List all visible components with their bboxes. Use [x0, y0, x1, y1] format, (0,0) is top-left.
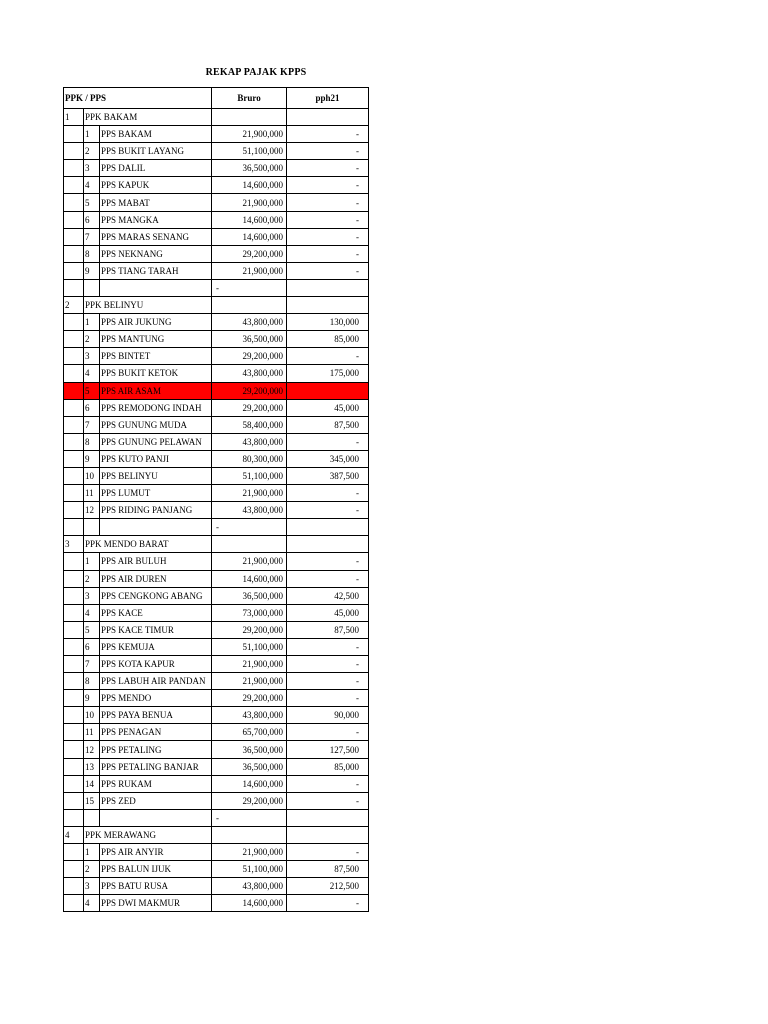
pps-bruro[interactable]: 21,900,000 — [212, 262, 287, 279]
pps-pph21[interactable]: 90,000 — [287, 707, 369, 724]
pps-pph21[interactable]: - — [287, 656, 369, 673]
pps-bruro[interactable]: 21,900,000 — [212, 126, 287, 143]
pps-number[interactable]: 7 — [84, 656, 100, 673]
pps-row — [64, 348, 369, 365]
pps-bruro[interactable]: 14,600,000 — [212, 211, 287, 228]
pps-pph21[interactable]: - — [287, 844, 369, 861]
pps-row — [64, 604, 369, 621]
pps-pph21[interactable]: 85,000 — [287, 331, 369, 348]
table-body — [64, 88, 369, 912]
pps-pph21[interactable]: - — [287, 177, 369, 194]
pps-row — [64, 314, 369, 331]
pps-bruro[interactable]: 29,200,000 — [212, 382, 287, 399]
pps-name[interactable]: PPS BELINYU — [100, 467, 212, 484]
pps-row — [64, 792, 369, 809]
pps-name[interactable]: PPS REMODONG INDAH — [100, 399, 212, 416]
pps-row — [64, 416, 369, 433]
pps-pph21[interactable]: - — [287, 433, 369, 450]
group-bruro[interactable] — [212, 297, 287, 314]
pps-pph21[interactable]: 130,000 — [287, 314, 369, 331]
pps-bruro[interactable]: 43,800,000 — [212, 433, 287, 450]
pps-number[interactable]: 6 — [84, 638, 100, 655]
pps-pph21[interactable]: 127,500 — [287, 741, 369, 758]
blank-cell[interactable] — [64, 450, 84, 467]
group-number[interactable]: 1 — [64, 109, 84, 126]
pps-bruro[interactable]: 14,600,000 — [212, 228, 287, 245]
pps-pph21[interactable]: - — [287, 211, 369, 228]
pps-name[interactable]: PPS BAKAM — [100, 126, 212, 143]
pps-pph21[interactable]: - — [287, 228, 369, 245]
pps-row — [64, 331, 369, 348]
blank-cell[interactable] — [64, 279, 84, 296]
blank-cell[interactable] — [64, 314, 84, 331]
group-name[interactable]: PPK BELINYU — [84, 297, 212, 314]
pps-number[interactable]: 7 — [84, 416, 100, 433]
pps-row — [64, 844, 369, 861]
pps-pph21[interactable]: 87,500 — [287, 861, 369, 878]
pps-row — [64, 878, 369, 895]
blank-cell[interactable] — [64, 211, 84, 228]
subtotal-pph21[interactable] — [287, 809, 369, 826]
blank-cell[interactable] — [64, 587, 84, 604]
blank-cell[interactable] — [64, 861, 84, 878]
pps-name[interactable]: PPS PAYA BENUA — [100, 707, 212, 724]
pps-bruro[interactable]: 36,500,000 — [212, 741, 287, 758]
sheet-title: REKAP PAJAK KPPS — [205, 67, 307, 78]
pps-bruro[interactable]: 29,200,000 — [212, 399, 287, 416]
pps-bruro[interactable]: 36,500,000 — [212, 331, 287, 348]
pps-bruro[interactable]: 80,300,000 — [212, 450, 287, 467]
pps-number[interactable]: 11 — [84, 724, 100, 741]
blank-cell[interactable] — [64, 245, 84, 262]
pps-pph21[interactable]: - — [287, 690, 369, 707]
blank-cell[interactable] — [64, 707, 84, 724]
pps-bruro[interactable]: 14,600,000 — [212, 177, 287, 194]
blank-cell[interactable] — [64, 553, 84, 570]
blank-cell[interactable] — [84, 809, 100, 826]
pps-pph21[interactable]: - — [287, 775, 369, 792]
pps-pph21[interactable]: 87,500 — [287, 416, 369, 433]
pps-bruro[interactable]: 36,500,000 — [212, 160, 287, 177]
subtotal-row — [64, 519, 369, 536]
group-row — [64, 536, 369, 553]
pps-pph21[interactable]: - — [287, 638, 369, 655]
pps-bruro[interactable]: 29,200,000 — [212, 621, 287, 638]
pps-name[interactable]: PPS AIR ASAM — [100, 382, 212, 399]
pps-number[interactable]: 3 — [84, 348, 100, 365]
pps-name[interactable]: PPS BINTET — [100, 348, 212, 365]
blank-cell[interactable] — [64, 177, 84, 194]
pps-row — [64, 741, 369, 758]
pps-name[interactable]: PPS DWI MAKMUR — [100, 895, 212, 912]
pps-number[interactable]: 15 — [84, 792, 100, 809]
pps-name[interactable]: PPS PETALING — [100, 741, 212, 758]
pps-bruro[interactable]: 21,900,000 — [212, 485, 287, 502]
blank-cell[interactable] — [64, 758, 84, 775]
blank-cell[interactable] — [64, 382, 84, 399]
pps-name[interactable]: PPS LABUH AIR PANDAN — [100, 673, 212, 690]
pps-row — [64, 690, 369, 707]
group-bruro[interactable] — [212, 109, 287, 126]
group-pph21[interactable] — [287, 826, 369, 843]
pps-pph21[interactable]: - — [287, 485, 369, 502]
pps-name[interactable]: PPS MENDO — [100, 690, 212, 707]
pps-bruro[interactable]: 43,800,000 — [212, 502, 287, 519]
pps-number[interactable]: 4 — [84, 365, 100, 382]
blank-cell[interactable] — [64, 741, 84, 758]
pps-pph21[interactable] — [287, 382, 369, 399]
pps-pph21[interactable]: - — [287, 724, 369, 741]
group-name[interactable]: PPK MERAWANG — [84, 826, 212, 843]
pps-name[interactable]: PPS BUKIT LAYANG — [100, 143, 212, 160]
blank-cell[interactable] — [64, 126, 84, 143]
pps-row — [64, 895, 369, 912]
pps-number[interactable]: 2 — [84, 570, 100, 587]
pps-pph21[interactable]: 345,000 — [287, 450, 369, 467]
blank-cell[interactable] — [64, 228, 84, 245]
pps-bruro[interactable]: 43,800,000 — [212, 707, 287, 724]
blank-cell[interactable] — [64, 844, 84, 861]
pps-number[interactable]: 11 — [84, 485, 100, 502]
pps-bruro[interactable]: 43,800,000 — [212, 365, 287, 382]
pps-pph21[interactable]: - — [287, 262, 369, 279]
group-pph21[interactable] — [287, 109, 369, 126]
pps-row — [64, 724, 369, 741]
tax-recap-table — [63, 87, 369, 912]
group-pph21[interactable] — [287, 536, 369, 553]
pps-name[interactable]: PPS KACE — [100, 604, 212, 621]
pps-row — [64, 433, 369, 450]
pps-number[interactable]: 1 — [84, 844, 100, 861]
pps-pph21[interactable]: 87,500 — [287, 621, 369, 638]
pps-pph21[interactable]: - — [287, 348, 369, 365]
pps-bruro[interactable]: 51,100,000 — [212, 467, 287, 484]
pps-number[interactable]: 6 — [84, 211, 100, 228]
pps-name[interactable]: PPS BALUN IJUK — [100, 861, 212, 878]
group-number[interactable]: 2 — [64, 297, 84, 314]
blank-cell[interactable] — [64, 690, 84, 707]
subtotal-pph21[interactable] — [287, 279, 369, 296]
pps-pph21[interactable]: - — [287, 245, 369, 262]
pps-number[interactable]: 8 — [84, 673, 100, 690]
table-header-row — [64, 88, 369, 109]
pps-bruro[interactable]: 14,600,000 — [212, 895, 287, 912]
pps-name[interactable]: PPS PENAGAN — [100, 724, 212, 741]
blank-cell[interactable] — [64, 621, 84, 638]
pps-name[interactable]: PPS ZED — [100, 792, 212, 809]
pps-name[interactable]: PPS RUKAM — [100, 775, 212, 792]
pps-name[interactable]: PPS TIANG TARAH — [100, 262, 212, 279]
pps-bruro[interactable]: 21,900,000 — [212, 656, 287, 673]
pps-bruro[interactable]: 29,200,000 — [212, 792, 287, 809]
pps-number[interactable]: 1 — [84, 126, 100, 143]
pps-number[interactable]: 1 — [84, 553, 100, 570]
pps-bruro[interactable]: 29,200,000 — [212, 245, 287, 262]
blank-cell[interactable] — [64, 656, 84, 673]
pps-name[interactable]: PPS MABAT — [100, 194, 212, 211]
pps-pph21[interactable]: 45,000 — [287, 604, 369, 621]
pps-row — [64, 194, 369, 211]
pps-row — [64, 211, 369, 228]
pps-name[interactable]: PPS RIDING PANJANG — [100, 502, 212, 519]
blank-cell[interactable] — [64, 348, 84, 365]
pps-row — [64, 707, 369, 724]
pps-pph21[interactable]: - — [287, 570, 369, 587]
pps-number[interactable]: 9 — [84, 690, 100, 707]
group-bruro[interactable] — [212, 826, 287, 843]
pps-number[interactable]: 4 — [84, 604, 100, 621]
pps-name[interactable]: PPS PETALING BANJAR — [100, 758, 212, 775]
pps-name[interactable]: PPS KACE TIMUR — [100, 621, 212, 638]
group-row — [64, 297, 369, 314]
pps-bruro[interactable]: 21,900,000 — [212, 673, 287, 690]
blank-cell[interactable] — [64, 519, 84, 536]
blank-cell[interactable] — [100, 279, 212, 296]
pps-bruro[interactable]: 14,600,000 — [212, 570, 287, 587]
group-name[interactable]: PPK BAKAM — [84, 109, 212, 126]
pps-number[interactable]: 9 — [84, 450, 100, 467]
pps-name[interactable]: PPS MANGKA — [100, 211, 212, 228]
pps-row — [64, 450, 369, 467]
blank-cell[interactable] — [64, 724, 84, 741]
pps-number[interactable]: 12 — [84, 502, 100, 519]
header-bruro[interactable]: Bruro — [212, 88, 287, 109]
pps-number[interactable]: 6 — [84, 399, 100, 416]
blank-cell[interactable] — [64, 160, 84, 177]
pps-row — [64, 553, 369, 570]
blank-cell[interactable] — [64, 895, 84, 912]
pps-name[interactable]: PPS GUNUNG PELAWAN — [100, 433, 212, 450]
pps-row — [64, 245, 369, 262]
blank-cell[interactable] — [64, 570, 84, 587]
blank-cell[interactable] — [64, 638, 84, 655]
pps-pph21[interactable]: - — [287, 143, 369, 160]
pps-bruro[interactable]: 36,500,000 — [212, 587, 287, 604]
group-row — [64, 826, 369, 843]
blank-cell[interactable] — [64, 604, 84, 621]
pps-number[interactable]: 8 — [84, 245, 100, 262]
subtotal-bruro[interactable]: - — [212, 279, 287, 296]
pps-row — [64, 467, 369, 484]
pps-bruro[interactable]: 58,400,000 — [212, 416, 287, 433]
group-number[interactable]: 3 — [64, 536, 84, 553]
pps-number[interactable]: 2 — [84, 143, 100, 160]
header-pph21[interactable]: pph21 — [287, 88, 369, 109]
pps-number[interactable]: 10 — [84, 707, 100, 724]
pps-row — [64, 775, 369, 792]
pps-row — [64, 228, 369, 245]
subtotal-row — [64, 809, 369, 826]
pps-row — [64, 587, 369, 604]
pps-row — [64, 399, 369, 416]
pps-pph21[interactable]: 387,500 — [287, 467, 369, 484]
pps-name[interactable]: PPS DALIL — [100, 160, 212, 177]
blank-cell[interactable] — [64, 485, 84, 502]
pps-row — [64, 673, 369, 690]
blank-cell[interactable] — [64, 775, 84, 792]
pps-number[interactable]: 5 — [84, 382, 100, 399]
pps-number[interactable]: 9 — [84, 262, 100, 279]
blank-cell[interactable] — [100, 809, 212, 826]
pps-number[interactable]: 7 — [84, 228, 100, 245]
pps-name[interactable]: PPS MANTUNG — [100, 331, 212, 348]
pps-number[interactable]: 10 — [84, 467, 100, 484]
pps-name[interactable]: PPS KUTO PANJI — [100, 450, 212, 467]
pps-bruro[interactable]: 36,500,000 — [212, 758, 287, 775]
pps-bruro[interactable]: 14,600,000 — [212, 775, 287, 792]
blank-cell[interactable] — [64, 399, 84, 416]
pps-number[interactable]: 2 — [84, 861, 100, 878]
pps-row — [64, 160, 369, 177]
pps-number[interactable]: 5 — [84, 194, 100, 211]
blank-cell[interactable] — [64, 365, 84, 382]
blank-cell[interactable] — [64, 143, 84, 160]
pps-pph21[interactable]: - — [287, 194, 369, 211]
pps-number[interactable]: 5 — [84, 621, 100, 638]
pps-bruro[interactable]: 65,700,000 — [212, 724, 287, 741]
pps-row — [64, 365, 369, 382]
group-name[interactable]: PPK MENDO BARAT — [84, 536, 212, 553]
pps-pph21[interactable]: - — [287, 895, 369, 912]
blank-cell[interactable] — [64, 433, 84, 450]
pps-row — [64, 177, 369, 194]
blank-cell[interactable] — [64, 262, 84, 279]
pps-name[interactable]: PPS AIR BULUH — [100, 553, 212, 570]
pps-name[interactable]: PPS BUKIT KETOK — [100, 365, 212, 382]
pps-number[interactable]: 4 — [84, 895, 100, 912]
pps-name[interactable]: PPS BATU RUSA — [100, 878, 212, 895]
pps-name[interactable]: PPS KAPUK — [100, 177, 212, 194]
pps-pph21[interactable]: 42,500 — [287, 587, 369, 604]
group-row — [64, 109, 369, 126]
pps-bruro[interactable]: 43,800,000 — [212, 878, 287, 895]
pps-name[interactable]: PPS NEKNANG — [100, 245, 212, 262]
pps-pph21[interactable]: - — [287, 502, 369, 519]
pps-row — [64, 621, 369, 638]
pps-row — [64, 656, 369, 673]
blank-cell[interactable] — [84, 519, 100, 536]
blank-cell[interactable] — [64, 194, 84, 211]
pps-name[interactable]: PPS LUMUT — [100, 485, 212, 502]
pps-row — [64, 382, 369, 399]
group-bruro[interactable] — [212, 536, 287, 553]
pps-number[interactable]: 3 — [84, 587, 100, 604]
pps-bruro[interactable]: 29,200,000 — [212, 348, 287, 365]
pps-row — [64, 262, 369, 279]
pps-bruro[interactable]: 43,800,000 — [212, 314, 287, 331]
pps-name[interactable]: PPS GUNUNG MUDA — [100, 416, 212, 433]
blank-cell[interactable] — [64, 792, 84, 809]
pps-number[interactable]: 8 — [84, 433, 100, 450]
blank-cell[interactable] — [64, 416, 84, 433]
pps-pph21[interactable]: - — [287, 673, 369, 690]
group-pph21[interactable] — [287, 297, 369, 314]
pps-pph21[interactable]: 175,000 — [287, 365, 369, 382]
subtotal-pph21[interactable] — [287, 519, 369, 536]
pps-pph21[interactable]: - — [287, 792, 369, 809]
subtotal-row — [64, 279, 369, 296]
pps-bruro[interactable]: 21,900,000 — [212, 844, 287, 861]
pps-number[interactable]: 1 — [84, 314, 100, 331]
pps-number[interactable]: 3 — [84, 160, 100, 177]
pps-row — [64, 143, 369, 160]
pps-number[interactable]: 12 — [84, 741, 100, 758]
pps-bruro[interactable]: 73,000,000 — [212, 604, 287, 621]
pps-row — [64, 570, 369, 587]
pps-row — [64, 126, 369, 143]
header-ppk-pps[interactable]: PPK / PPS — [64, 88, 212, 109]
pps-name[interactable]: PPS AIR DUREN — [100, 570, 212, 587]
pps-number[interactable]: 4 — [84, 177, 100, 194]
pps-number[interactable]: 3 — [84, 878, 100, 895]
blank-cell[interactable] — [64, 467, 84, 484]
pps-pph21[interactable]: 212,500 — [287, 878, 369, 895]
blank-cell[interactable] — [64, 878, 84, 895]
blank-cell[interactable] — [64, 673, 84, 690]
subtotal-bruro[interactable]: - — [212, 519, 287, 536]
pps-name[interactable]: PPS KEMUJA — [100, 638, 212, 655]
pps-row — [64, 758, 369, 775]
blank-cell[interactable] — [64, 809, 84, 826]
pps-bruro[interactable]: 51,100,000 — [212, 143, 287, 160]
blank-cell[interactable] — [84, 279, 100, 296]
pps-number[interactable]: 2 — [84, 331, 100, 348]
pps-bruro[interactable]: 21,900,000 — [212, 194, 287, 211]
pps-number[interactable]: 14 — [84, 775, 100, 792]
pps-row — [64, 485, 369, 502]
pps-name[interactable]: PPS CENGKONG ABANG — [100, 587, 212, 604]
pps-pph21[interactable]: 85,000 — [287, 758, 369, 775]
pps-name[interactable]: PPS MARAS SENANG — [100, 228, 212, 245]
pps-row — [64, 502, 369, 519]
group-number[interactable]: 4 — [64, 826, 84, 843]
pps-pph21[interactable]: 45,000 — [287, 399, 369, 416]
subtotal-bruro[interactable]: - — [212, 809, 287, 826]
pps-pph21[interactable]: - — [287, 126, 369, 143]
pps-pph21[interactable]: - — [287, 160, 369, 177]
pps-row — [64, 638, 369, 655]
pps-pph21[interactable]: - — [287, 553, 369, 570]
pps-row — [64, 861, 369, 878]
blank-cell[interactable] — [64, 502, 84, 519]
pps-bruro[interactable]: 51,100,000 — [212, 638, 287, 655]
blank-cell[interactable] — [100, 519, 212, 536]
pps-bruro[interactable]: 51,100,000 — [212, 861, 287, 878]
pps-name[interactable]: PPS AIR JUKUNG — [100, 314, 212, 331]
blank-cell[interactable] — [64, 331, 84, 348]
pps-name[interactable]: PPS AIR ANYIR — [100, 844, 212, 861]
pps-number[interactable]: 13 — [84, 758, 100, 775]
pps-bruro[interactable]: 21,900,000 — [212, 553, 287, 570]
pps-bruro[interactable]: 29,200,000 — [212, 690, 287, 707]
pps-name[interactable]: PPS KOTA KAPUR — [100, 656, 212, 673]
